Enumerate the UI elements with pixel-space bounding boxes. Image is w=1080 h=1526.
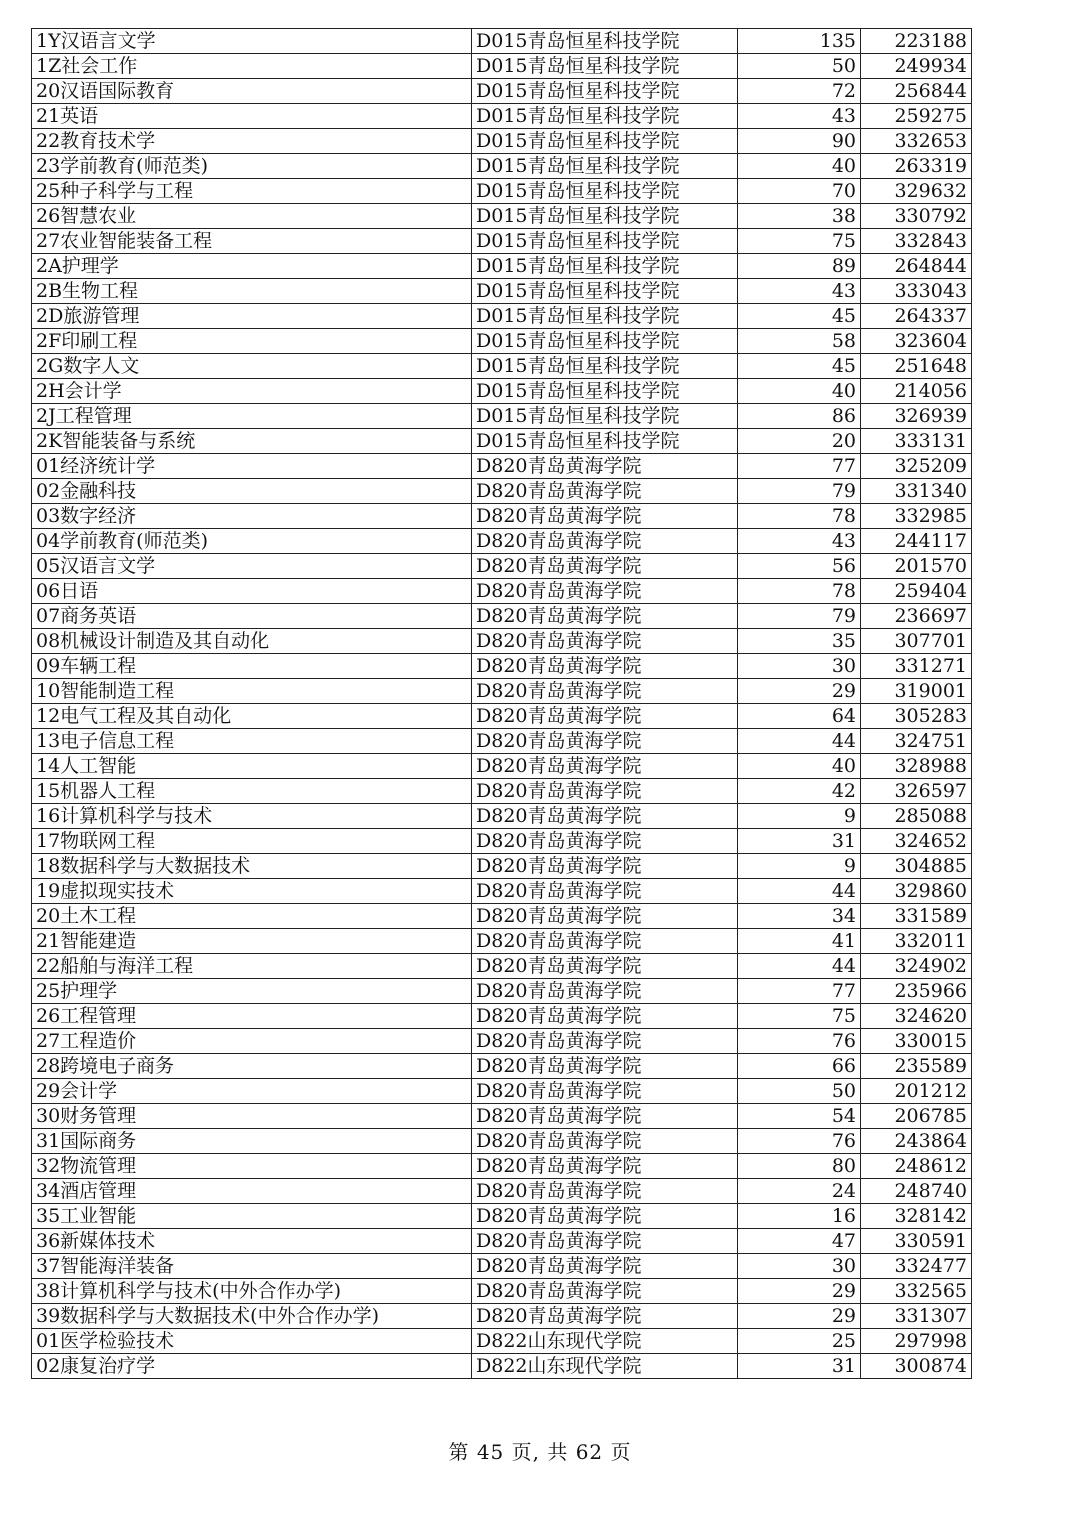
- major-cell: 08机械设计制造及其自动化: [32, 629, 472, 654]
- table-row: [32, 329, 972, 354]
- major-cell: 2D旅游管理: [32, 304, 472, 329]
- major-cell: 04学前教育(师范类): [32, 529, 472, 554]
- table-row: [32, 1129, 972, 1154]
- school-cell: D015青岛恒星科技学院: [472, 154, 738, 179]
- table-row: [32, 79, 972, 104]
- major-cell: 07商务英语: [32, 604, 472, 629]
- school-cell: D820青岛黄海学院: [472, 629, 738, 654]
- major-cell: 26工程管理: [32, 1004, 472, 1029]
- table-row: [32, 379, 972, 404]
- table-row: [32, 1354, 972, 1379]
- plan-count-cell: 75: [738, 229, 861, 254]
- plan-count-cell: 50: [738, 54, 861, 79]
- school-cell: D820青岛黄海学院: [472, 904, 738, 929]
- plan-count-cell: 77: [738, 979, 861, 1004]
- table-row: [32, 629, 972, 654]
- school-cell: D820青岛黄海学院: [472, 1179, 738, 1204]
- major-cell: 05汉语言文学: [32, 554, 472, 579]
- table-row: [32, 29, 972, 54]
- min-rank-cell: 332985: [861, 504, 972, 529]
- plan-count-cell: 31: [738, 1354, 861, 1379]
- major-cell: 12电气工程及其自动化: [32, 704, 472, 729]
- major-cell: 20汉语国际教育: [32, 79, 472, 104]
- plan-count-cell: 40: [738, 154, 861, 179]
- table-row: [32, 1154, 972, 1179]
- plan-count-cell: 79: [738, 479, 861, 504]
- school-cell: D820青岛黄海学院: [472, 1054, 738, 1079]
- min-rank-cell: 297998: [861, 1329, 972, 1354]
- page-number: 第 45 页, 共 62 页: [448, 1440, 632, 1464]
- min-rank-cell: 259404: [861, 579, 972, 604]
- plan-count-cell: 90: [738, 129, 861, 154]
- min-rank-cell: 332653: [861, 129, 972, 154]
- plan-count-cell: 56: [738, 554, 861, 579]
- major-cell: 37智能海洋装备: [32, 1254, 472, 1279]
- table-row: [32, 979, 972, 1004]
- school-cell: D820青岛黄海学院: [472, 504, 738, 529]
- min-rank-cell: 235589: [861, 1054, 972, 1079]
- min-rank-cell: 304885: [861, 854, 972, 879]
- table-row: [32, 1179, 972, 1204]
- plan-count-cell: 45: [738, 354, 861, 379]
- major-cell: 2K智能装备与系统: [32, 429, 472, 454]
- major-cell: 32物流管理: [32, 1154, 472, 1179]
- plan-count-cell: 20: [738, 429, 861, 454]
- school-cell: D015青岛恒星科技学院: [472, 379, 738, 404]
- table-row: [32, 304, 972, 329]
- major-cell: 03数字经济: [32, 504, 472, 529]
- school-cell: D820青岛黄海学院: [472, 854, 738, 879]
- min-rank-cell: 259275: [861, 104, 972, 129]
- plan-count-cell: 29: [738, 1304, 861, 1329]
- min-rank-cell: 328142: [861, 1204, 972, 1229]
- school-cell: D015青岛恒星科技学院: [472, 404, 738, 429]
- table-row: [32, 479, 972, 504]
- school-cell: D015青岛恒星科技学院: [472, 204, 738, 229]
- min-rank-cell: 331271: [861, 654, 972, 679]
- plan-count-cell: 76: [738, 1129, 861, 1154]
- table-row: [32, 504, 972, 529]
- min-rank-cell: 325209: [861, 454, 972, 479]
- admission-table-body: [32, 29, 972, 1379]
- plan-count-cell: 44: [738, 729, 861, 754]
- school-cell: D820青岛黄海学院: [472, 554, 738, 579]
- table-row: [32, 929, 972, 954]
- plan-count-cell: 16: [738, 1204, 861, 1229]
- plan-count-cell: 44: [738, 954, 861, 979]
- school-cell: D820青岛黄海学院: [472, 1029, 738, 1054]
- school-cell: D820青岛黄海学院: [472, 779, 738, 804]
- school-cell: D015青岛恒星科技学院: [472, 329, 738, 354]
- min-rank-cell: 329860: [861, 879, 972, 904]
- major-cell: 09车辆工程: [32, 654, 472, 679]
- school-cell: D015青岛恒星科技学院: [472, 229, 738, 254]
- plan-count-cell: 30: [738, 1254, 861, 1279]
- table-row: [32, 679, 972, 704]
- plan-count-cell: 9: [738, 854, 861, 879]
- min-rank-cell: 331589: [861, 904, 972, 929]
- min-rank-cell: 244117: [861, 529, 972, 554]
- school-cell: D015青岛恒星科技学院: [472, 179, 738, 204]
- plan-count-cell: 9: [738, 804, 861, 829]
- min-rank-cell: 332565: [861, 1279, 972, 1304]
- table-row: [32, 204, 972, 229]
- min-rank-cell: 324620: [861, 1004, 972, 1029]
- min-rank-cell: 326939: [861, 404, 972, 429]
- major-cell: 28跨境电子商务: [32, 1054, 472, 1079]
- min-rank-cell: 331307: [861, 1304, 972, 1329]
- major-cell: 29会计学: [32, 1079, 472, 1104]
- min-rank-cell: 256844: [861, 79, 972, 104]
- major-cell: 2J工程管理: [32, 404, 472, 429]
- table-row: [32, 229, 972, 254]
- school-cell: D820青岛黄海学院: [472, 1104, 738, 1129]
- school-cell: D015青岛恒星科技学院: [472, 54, 738, 79]
- school-cell: D820青岛黄海学院: [472, 1079, 738, 1104]
- table-row: [32, 779, 972, 804]
- min-rank-cell: 332477: [861, 1254, 972, 1279]
- table-row: [32, 454, 972, 479]
- school-cell: D820青岛黄海学院: [472, 1204, 738, 1229]
- min-rank-cell: 300874: [861, 1354, 972, 1379]
- table-row: [32, 54, 972, 79]
- school-cell: D015青岛恒星科技学院: [472, 429, 738, 454]
- school-cell: D820青岛黄海学院: [472, 1304, 738, 1329]
- min-rank-cell: 263319: [861, 154, 972, 179]
- major-cell: 13电子信息工程: [32, 729, 472, 754]
- plan-count-cell: 42: [738, 779, 861, 804]
- table-row: [32, 1104, 972, 1129]
- table-row: [32, 1079, 972, 1104]
- plan-count-cell: 70: [738, 179, 861, 204]
- table-row: [32, 104, 972, 129]
- school-cell: D820青岛黄海学院: [472, 479, 738, 504]
- major-cell: 25种子科学与工程: [32, 179, 472, 204]
- school-cell: D015青岛恒星科技学院: [472, 79, 738, 104]
- min-rank-cell: 249934: [861, 54, 972, 79]
- table-row: [32, 904, 972, 929]
- table-row: [32, 254, 972, 279]
- plan-count-cell: 50: [738, 1079, 861, 1104]
- table-row: [32, 829, 972, 854]
- plan-count-cell: 76: [738, 1029, 861, 1054]
- plan-count-cell: 58: [738, 329, 861, 354]
- school-cell: D015青岛恒星科技学院: [472, 304, 738, 329]
- major-cell: 1Z社会工作: [32, 54, 472, 79]
- plan-count-cell: 72: [738, 79, 861, 104]
- plan-count-cell: 29: [738, 679, 861, 704]
- school-cell: D820青岛黄海学院: [472, 1129, 738, 1154]
- school-cell: D820青岛黄海学院: [472, 454, 738, 479]
- plan-count-cell: 30: [738, 654, 861, 679]
- major-cell: 38计算机科学与技术(中外合作办学): [32, 1279, 472, 1304]
- plan-count-cell: 64: [738, 704, 861, 729]
- plan-count-cell: 135: [738, 29, 861, 54]
- table-row: [32, 279, 972, 304]
- min-rank-cell: 330591: [861, 1229, 972, 1254]
- plan-count-cell: 47: [738, 1229, 861, 1254]
- min-rank-cell: 243864: [861, 1129, 972, 1154]
- table-row: [32, 1229, 972, 1254]
- major-cell: 15机器人工程: [32, 779, 472, 804]
- min-rank-cell: 333131: [861, 429, 972, 454]
- table-row: [32, 1054, 972, 1079]
- school-cell: D820青岛黄海学院: [472, 829, 738, 854]
- min-rank-cell: 214056: [861, 379, 972, 404]
- school-cell: D820青岛黄海学院: [472, 1279, 738, 1304]
- min-rank-cell: 324751: [861, 729, 972, 754]
- min-rank-cell: 333043: [861, 279, 972, 304]
- plan-count-cell: 40: [738, 754, 861, 779]
- major-cell: 30财务管理: [32, 1104, 472, 1129]
- plan-count-cell: 66: [738, 1054, 861, 1079]
- min-rank-cell: 331340: [861, 479, 972, 504]
- major-cell: 18数据科学与大数据技术: [32, 854, 472, 879]
- min-rank-cell: 324652: [861, 829, 972, 854]
- min-rank-cell: 332011: [861, 929, 972, 954]
- school-cell: D822山东现代学院: [472, 1354, 738, 1379]
- admission-table: [31, 28, 972, 1379]
- plan-count-cell: 77: [738, 454, 861, 479]
- major-cell: 06日语: [32, 579, 472, 604]
- min-rank-cell: 324902: [861, 954, 972, 979]
- school-cell: D820青岛黄海学院: [472, 804, 738, 829]
- table-row: [32, 1304, 972, 1329]
- major-cell: 21智能建造: [32, 929, 472, 954]
- table-row: [32, 1004, 972, 1029]
- table-row: [32, 579, 972, 604]
- min-rank-cell: 326597: [861, 779, 972, 804]
- major-cell: 01经济统计学: [32, 454, 472, 479]
- plan-count-cell: 79: [738, 604, 861, 629]
- table-row: [32, 729, 972, 754]
- major-cell: 22船舶与海洋工程: [32, 954, 472, 979]
- table-row: [32, 654, 972, 679]
- plan-count-cell: 43: [738, 279, 861, 304]
- plan-count-cell: 25: [738, 1329, 861, 1354]
- school-cell: D820青岛黄海学院: [472, 1229, 738, 1254]
- major-cell: 31国际商务: [32, 1129, 472, 1154]
- school-cell: D820青岛黄海学院: [472, 654, 738, 679]
- school-cell: D822山东现代学院: [472, 1329, 738, 1354]
- plan-count-cell: 86: [738, 404, 861, 429]
- major-cell: 02康复治疗学: [32, 1354, 472, 1379]
- table-row: [32, 554, 972, 579]
- min-rank-cell: 251648: [861, 354, 972, 379]
- plan-count-cell: 44: [738, 879, 861, 904]
- school-cell: D015青岛恒星科技学院: [472, 254, 738, 279]
- plan-count-cell: 38: [738, 204, 861, 229]
- min-rank-cell: 235966: [861, 979, 972, 1004]
- school-cell: D820青岛黄海学院: [472, 954, 738, 979]
- table-row: [32, 854, 972, 879]
- school-cell: D820青岛黄海学院: [472, 1254, 738, 1279]
- plan-count-cell: 89: [738, 254, 861, 279]
- min-rank-cell: 319001: [861, 679, 972, 704]
- major-cell: 39数据科学与大数据技术(中外合作办学): [32, 1304, 472, 1329]
- min-rank-cell: 264844: [861, 254, 972, 279]
- min-rank-cell: 223188: [861, 29, 972, 54]
- table-row: [32, 529, 972, 554]
- school-cell: D820青岛黄海学院: [472, 604, 738, 629]
- min-rank-cell: 332843: [861, 229, 972, 254]
- plan-count-cell: 80: [738, 1154, 861, 1179]
- min-rank-cell: 264337: [861, 304, 972, 329]
- plan-count-cell: 45: [738, 304, 861, 329]
- min-rank-cell: 201570: [861, 554, 972, 579]
- school-cell: D820青岛黄海学院: [472, 1004, 738, 1029]
- plan-count-cell: 78: [738, 504, 861, 529]
- major-cell: 2G数字人文: [32, 354, 472, 379]
- major-cell: 22教育技术学: [32, 129, 472, 154]
- school-cell: D820青岛黄海学院: [472, 729, 738, 754]
- table-row: [32, 704, 972, 729]
- major-cell: 20土木工程: [32, 904, 472, 929]
- min-rank-cell: 330015: [861, 1029, 972, 1054]
- major-cell: 2F印刷工程: [32, 329, 472, 354]
- major-cell: 27工程造价: [32, 1029, 472, 1054]
- plan-count-cell: 31: [738, 829, 861, 854]
- major-cell: 01医学检验技术: [32, 1329, 472, 1354]
- min-rank-cell: 305283: [861, 704, 972, 729]
- major-cell: 2A护理学: [32, 254, 472, 279]
- min-rank-cell: 236697: [861, 604, 972, 629]
- major-cell: 1Y汉语言文学: [32, 29, 472, 54]
- table-row: [32, 1029, 972, 1054]
- school-cell: D015青岛恒星科技学院: [472, 29, 738, 54]
- table-row: [32, 754, 972, 779]
- major-cell: 02金融科技: [32, 479, 472, 504]
- min-rank-cell: 248612: [861, 1154, 972, 1179]
- table-row: [32, 1329, 972, 1354]
- table-row: [32, 404, 972, 429]
- school-cell: D820青岛黄海学院: [472, 679, 738, 704]
- plan-count-cell: 41: [738, 929, 861, 954]
- plan-count-cell: 34: [738, 904, 861, 929]
- plan-count-cell: 54: [738, 1104, 861, 1129]
- major-cell: 21英语: [32, 104, 472, 129]
- plan-count-cell: 35: [738, 629, 861, 654]
- min-rank-cell: 329632: [861, 179, 972, 204]
- min-rank-cell: 201212: [861, 1079, 972, 1104]
- plan-count-cell: 40: [738, 379, 861, 404]
- plan-count-cell: 43: [738, 529, 861, 554]
- min-rank-cell: 285088: [861, 804, 972, 829]
- major-cell: 16计算机科学与技术: [32, 804, 472, 829]
- plan-count-cell: 24: [738, 1179, 861, 1204]
- major-cell: 25护理学: [32, 979, 472, 1004]
- plan-count-cell: 43: [738, 104, 861, 129]
- table-row: [32, 179, 972, 204]
- major-cell: 26智慧农业: [32, 204, 472, 229]
- table-row: [32, 429, 972, 454]
- table-row: [32, 804, 972, 829]
- school-cell: D015青岛恒星科技学院: [472, 129, 738, 154]
- major-cell: 35工业智能: [32, 1204, 472, 1229]
- school-cell: D820青岛黄海学院: [472, 529, 738, 554]
- min-rank-cell: 328988: [861, 754, 972, 779]
- major-cell: 14人工智能: [32, 754, 472, 779]
- school-cell: D820青岛黄海学院: [472, 979, 738, 1004]
- school-cell: D015青岛恒星科技学院: [472, 354, 738, 379]
- school-cell: D820青岛黄海学院: [472, 929, 738, 954]
- school-cell: D820青岛黄海学院: [472, 754, 738, 779]
- min-rank-cell: 330792: [861, 204, 972, 229]
- min-rank-cell: 206785: [861, 1104, 972, 1129]
- plan-count-cell: 75: [738, 1004, 861, 1029]
- major-cell: 2B生物工程: [32, 279, 472, 304]
- plan-count-cell: 78: [738, 579, 861, 604]
- major-cell: 2H会计学: [32, 379, 472, 404]
- table-row: [32, 154, 972, 179]
- major-cell: 27农业智能装备工程: [32, 229, 472, 254]
- table-row: [32, 1254, 972, 1279]
- min-rank-cell: 307701: [861, 629, 972, 654]
- table-row: [32, 954, 972, 979]
- major-cell: 34酒店管理: [32, 1179, 472, 1204]
- min-rank-cell: 248740: [861, 1179, 972, 1204]
- table-row: [32, 129, 972, 154]
- school-cell: D015青岛恒星科技学院: [472, 104, 738, 129]
- plan-count-cell: 29: [738, 1279, 861, 1304]
- table-row: [32, 1204, 972, 1229]
- major-cell: 19虚拟现实技术: [32, 879, 472, 904]
- school-cell: D820青岛黄海学院: [472, 1154, 738, 1179]
- school-cell: D820青岛黄海学院: [472, 704, 738, 729]
- table-row: [32, 354, 972, 379]
- table-row: [32, 879, 972, 904]
- major-cell: 10智能制造工程: [32, 679, 472, 704]
- table-row: [32, 604, 972, 629]
- major-cell: 17物联网工程: [32, 829, 472, 854]
- table-row: [32, 1279, 972, 1304]
- school-cell: D820青岛黄海学院: [472, 579, 738, 604]
- school-cell: D820青岛黄海学院: [472, 879, 738, 904]
- school-cell: D015青岛恒星科技学院: [472, 279, 738, 304]
- min-rank-cell: 323604: [861, 329, 972, 354]
- major-cell: 36新媒体技术: [32, 1229, 472, 1254]
- major-cell: 23学前教育(师范类): [32, 154, 472, 179]
